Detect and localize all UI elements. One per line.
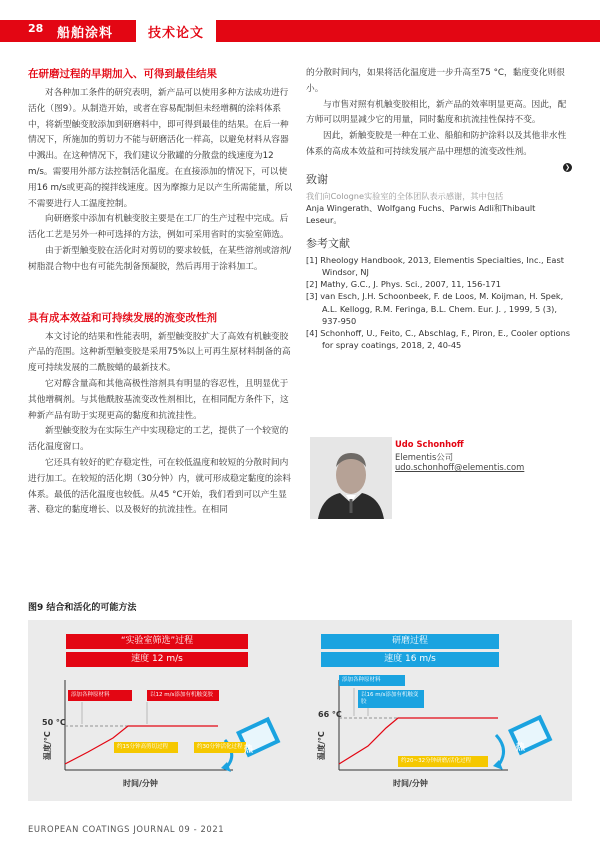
right-column [306,66,572,351]
paragraph: 对各种加工条件的研究表明，新产品可以使用多种方法成功进行活化（图9）。从制造开始，或者在容易配制但未经增稠的涂料体系中，将新型触变胶添加到研磨料中，即可得到最佳的结果。在后一种情况下，所施加的剪切力不能与研磨活化一样高，以避免材料从容器中溅出。在这种情况下，我们建议分散罐的分散盘的线速度为12 m/s。需要用外部方法控制活化温度。在直接添加的情况下，可以使用16 m/s或更高的搅拌线速度。因为摩擦力足以产生所需能量，所以不需要进行人工温度控制。 [28,88,293,209]
left-step-high-shear: 约15分钟高剪切过程 [114,742,178,753]
right-panel-speed-text: 速度 16 m/s [384,654,436,664]
heat-label-left: 热 [244,745,254,755]
left-step-add-thixotrope: 以12 m/s添加有机触变胶 [147,690,219,701]
paragraph: 它对醇含量高和其他高极性溶剂具有明显的容忍性，且明显优于其他增稠剂。与其他酰胺基流变改性剂相比，在相同配方条件下，这种新产品有助于实现更高的黏度和抗流挂性。 [28,378,289,421]
author-company: Elementis公司 [395,452,454,462]
page-number: 28 [28,22,44,35]
reference-item: [2] Mathy, G.C., J. Phys. Sci., 2007, 11, 156-171 [306,279,501,290]
left-step-add-materials: 添加各种原材料 [68,690,132,701]
right-y-axis-label: 温度/°C [317,731,326,760]
left-panel-speed [66,652,248,667]
category-label: 技术论文 [136,20,216,42]
right-panel-title [321,634,499,649]
references-heading: 参考文献 [306,236,350,250]
author-name: Udo Schonhoff [395,439,464,449]
paragraph: 由于新型触变胶在活化时对剪切的要求较低，在某些溶剂或溶剂/树脂混合物中也有可能先制备预凝胶，然后再用于涂料加工。 [28,245,292,272]
paragraph: 本文讨论的结果和性能表明，新型触变胶扩大了高效有机触变胶产品的范围。这种新型触变胶是采用75%以上可再生原材料制备的高度可持续发展的二酰胺蜡的最新技术。 [28,331,291,374]
author-photo [310,437,392,519]
section-heading-2: 具有成本效益和可持续发展的流变改性剂 [28,311,217,324]
end-of-article-icon: ❯ [564,163,571,171]
magazine-section: 船舶涂料 [57,26,114,41]
reference-item: [3] van Esch, J.H. Schoonbeek, F. de Loos, M. Koijman, H. Spek, A.L. Kellogg, R.M. Feringa, B.L. Chem. Eur. J. , 1999, 5 (3), 937-950 [306,291,564,326]
author-email-link[interactable]: udo.schonhoff@elementis.com [395,462,525,472]
paragraph: 向研磨浆中添加有机触变胶主要是在工厂的生产过程中完成。后活化工艺是另外一种可选择的方法，例如可采用省时的实验室筛选。 [28,214,289,241]
paragraph: 它还具有较好的贮存稳定性，可在较低温度和较短的分散时间内进行加工。在较短的活化期（30分钟）内，就可形成稳定黏度的涂料体系。最低的活化温度也较低。从45 °C开始，我们看到可以产生显著、稳定的黏度增长、以及极好的抗流挂性。在相同 [28,457,291,516]
left-panel-speed-text: 速度 12 m/s [131,654,183,664]
figure-caption: 图9 结合和活化的可能方法 [28,603,137,613]
reference-list [306,254,572,352]
paragraph: 与市售对照有机触变胶相比，新产品的效率明显更高。因此，配方师可以明显减少它的用量，同时黏度和抗流挂性保持不变。 [306,99,567,126]
reference-item: [4] Schonhoff, U., Feito, C., Abschlag, F., Piron, E., Cooler options for spray coatings, 2018, 2, 40-45 [306,328,571,351]
left-x-axis-label: 时间/分钟 [123,779,158,788]
right-panel-speed [321,652,499,667]
acknowledgement-names: Anja Wingerath、Wolfgang Fuchs、Parwis Adli和Thibault Leseur。 [306,202,536,225]
page-header [0,0,600,42]
right-step-add-materials: 添加各种原材料 [339,675,405,686]
acknowledgement-heading: 致谢 [306,172,328,186]
right-temperature-label: 66 °C [318,710,342,719]
section-heading-1: 在研磨过程的早期加入、可得到最佳结果 [28,68,217,80]
paragraph: 新型触变胶为在实际生产中实现稳定的工艺，提供了一个较宽的活化温度窗口。 [28,426,289,453]
journal-footer: EUROPEAN COATINGS JOURNAL 09 - 2021 [28,824,225,834]
left-panel-title-text: “实验室筛选”过程 [120,636,194,646]
left-column [28,66,294,519]
right-step-add-thixotrope: 以16 m/s添加有机触变胶 [358,690,424,708]
acknowledgement-text: 我们向Cologne实验室的全体团队表示感谢，其中包括 [306,190,504,201]
reference-item: [1] Rheology Handbook, 2013, Elementis Specialties, Inc., East Windsor, NJ [306,254,564,277]
left-y-axis-label: 温度/°C [43,731,52,760]
right-x-axis-label: 时间/分钟 [393,779,428,788]
right-panel-title-text: 研磨过程 [391,636,428,646]
paragraph: 的分散时间内，如果将活化温度进一步升高至75 °C，黏度变化则很小。 [306,68,565,94]
heat-label-right: 热 [516,743,526,753]
right-step-milling-activation: 约20~32分钟研磨/活化过程 [398,756,488,767]
left-panel-title [66,634,248,649]
paragraph: 因此，新触变胶是一种在工业、船舶和防护涂料以及其他非水性体系的高成本效益和可持续发展产品中理想的流变改性剂。 [306,131,567,157]
figure-panel [28,620,572,801]
left-temperature-label: 50 °C [42,718,66,727]
left-step-activation: 约30分钟活化过程 [194,742,246,753]
